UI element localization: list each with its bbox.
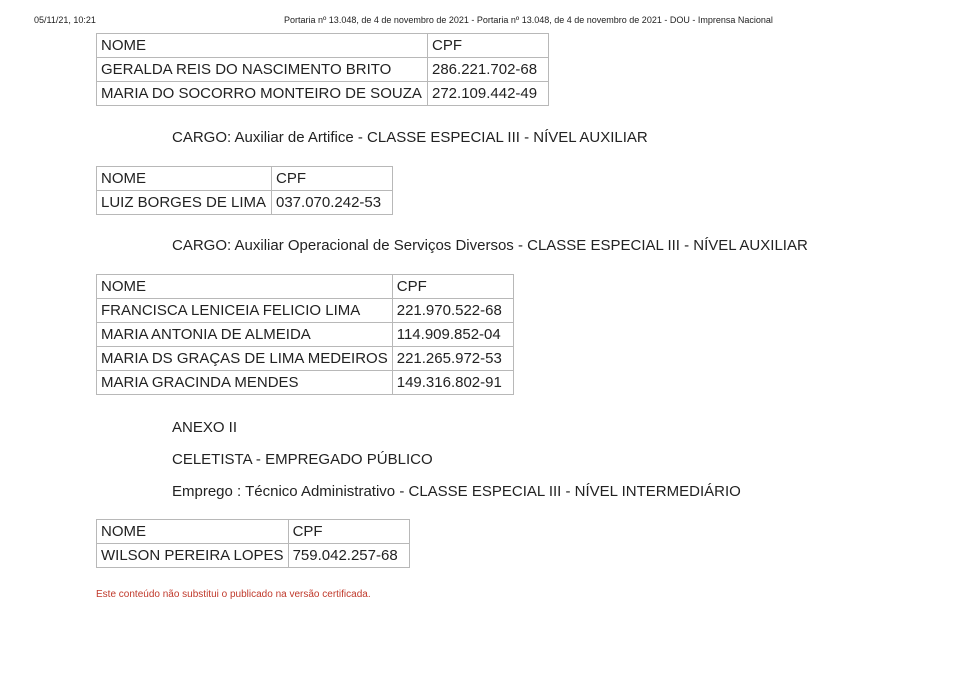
- cell-cpf: 114.909.852-04: [392, 323, 513, 347]
- table-row: [97, 347, 514, 371]
- header-nome: NOME: [97, 167, 272, 191]
- cell-nome: MARIA ANTONIA DE ALMEIDA: [97, 323, 393, 347]
- table-row: [97, 544, 410, 568]
- anexo-heading: ANEXO II: [172, 419, 238, 436]
- cargo-heading-artifice: CARGO: Auxiliar de Artifice - CLASSE ESPECIAL III - NÍVEL AUXILIAR: [172, 129, 648, 146]
- cell-nome: GERALDA REIS DO NASCIMENTO BRITO: [97, 58, 428, 82]
- employee-table-1: [96, 33, 549, 106]
- cell-nome: MARIA DS GRAÇAS DE LIMA MEDEIROS: [97, 347, 393, 371]
- header-nome: NOME: [97, 520, 289, 544]
- cell-cpf: 221.265.972-53: [392, 347, 513, 371]
- cell-cpf: 037.070.242-53: [272, 191, 393, 215]
- table-header-row: [97, 34, 549, 58]
- cell-cpf: 221.970.522-68: [392, 299, 513, 323]
- table-row: [97, 371, 514, 395]
- cell-cpf: 272.109.442-49: [428, 82, 549, 106]
- table-row: [97, 191, 393, 215]
- print-title: Portaria nº 13.048, de 4 de novembro de 2021 - Portaria nº 13.048, de 4 de novembro de 2021 - DOU - Imprensa Nacional: [284, 15, 773, 25]
- header-nome: NOME: [97, 34, 428, 58]
- table-header-row: [97, 520, 410, 544]
- cell-nome: WILSON PEREIRA LOPES: [97, 544, 289, 568]
- cell-cpf: 149.316.802-91: [392, 371, 513, 395]
- celetista-heading: CELETISTA - EMPREGADO PÚBLICO: [172, 451, 433, 468]
- cell-nome: MARIA DO SOCORRO MONTEIRO DE SOUZA: [97, 82, 428, 106]
- header-cpf: CPF: [272, 167, 393, 191]
- employee-table-4: [96, 519, 410, 568]
- cell-nome: LUIZ BORGES DE LIMA: [97, 191, 272, 215]
- table-header-row: [97, 167, 393, 191]
- header-cpf: CPF: [428, 34, 549, 58]
- certification-disclaimer: Este conteúdo não substitui o publicado na versão certificada.: [96, 589, 371, 600]
- cell-cpf: 286.221.702-68: [428, 58, 549, 82]
- header-nome: NOME: [97, 275, 393, 299]
- employee-table-2: [96, 166, 393, 215]
- table-row: [97, 323, 514, 347]
- cell-nome: FRANCISCA LENICEIA FELICIO LIMA: [97, 299, 393, 323]
- print-date: 05/11/21, 10:21: [34, 15, 96, 25]
- emprego-heading: Emprego : Técnico Administrativo - CLASSE ESPECIAL III - NÍVEL INTERMEDIÁRIO: [172, 483, 741, 500]
- table-row: [97, 299, 514, 323]
- header-cpf: CPF: [288, 520, 409, 544]
- table-header-row: [97, 275, 514, 299]
- employee-table-3: [96, 274, 514, 395]
- cell-cpf: 759.042.257-68: [288, 544, 409, 568]
- cargo-heading-operacional: CARGO: Auxiliar Operacional de Serviços Diversos - CLASSE ESPECIAL III - NÍVEL AUXILIAR: [172, 237, 808, 254]
- header-cpf: CPF: [392, 275, 513, 299]
- table-row: [97, 58, 549, 82]
- table-row: [97, 82, 549, 106]
- cell-nome: MARIA GRACINDA MENDES: [97, 371, 393, 395]
